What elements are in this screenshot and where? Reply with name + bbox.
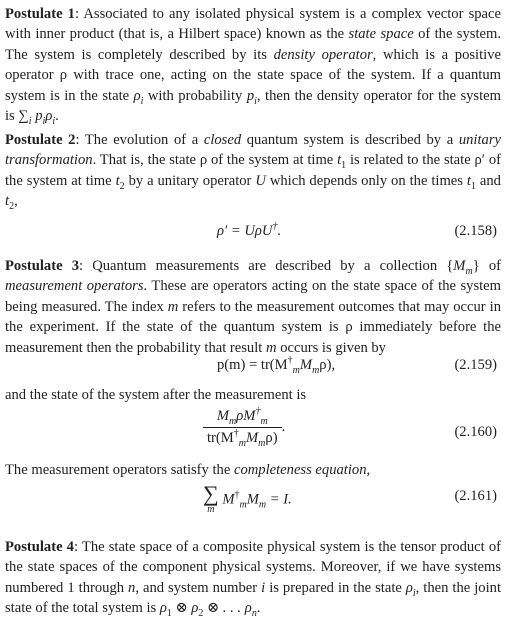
text: and bbox=[475, 172, 501, 189]
math: p bbox=[246, 87, 255, 104]
summation bbox=[203, 481, 219, 516]
equation-2-160 bbox=[5, 408, 501, 462]
math: . bbox=[281, 418, 286, 435]
dagger: † bbox=[287, 355, 293, 367]
emphasis-unitary-transformation: unitary transformation bbox=[5, 132, 501, 169]
math-sub: i bbox=[140, 95, 144, 107]
math: ρ bbox=[159, 600, 167, 617]
text: which depends only on the times bbox=[265, 172, 467, 189]
equation-2-159-body bbox=[217, 357, 335, 374]
emphasis-density-operator: density operator bbox=[273, 46, 373, 63]
math-sub: m bbox=[260, 415, 268, 427]
emphasis-closed: closed bbox=[203, 132, 242, 148]
text: . bbox=[256, 600, 261, 617]
postulate-2-label: Postulate 2 bbox=[5, 132, 76, 148]
math: M bbox=[222, 491, 235, 508]
text: is related to the state ρ′ of the system at time bbox=[5, 152, 501, 189]
equation-2-159 bbox=[5, 357, 501, 381]
math: ⊗ . . . ρ bbox=[203, 600, 252, 617]
fraction bbox=[203, 408, 282, 447]
text: : The state space of a composite physical system is the tensor product of the state spaces of the component physical systems. Moreover, if we have systems numbered 1 through bbox=[5, 539, 501, 596]
equation-number: (2.158) bbox=[454, 223, 497, 239]
math-sub: i bbox=[254, 95, 257, 107]
postulate-3-paragraph bbox=[5, 256, 501, 358]
equation-2-160-body bbox=[203, 408, 285, 447]
math-sub: 2 bbox=[198, 608, 204, 620]
math: ρ bbox=[405, 579, 413, 596]
math: M bbox=[299, 357, 313, 373]
text: . These are operators acting on the state space of the system being measured. The index bbox=[5, 278, 502, 315]
math-sub: m bbox=[238, 437, 246, 449]
math-sub: n bbox=[251, 608, 257, 620]
math-sum: ∑ bbox=[18, 108, 29, 125]
text: . bbox=[55, 108, 59, 125]
text: occurs is given by bbox=[276, 339, 386, 356]
math-sub: i bbox=[52, 115, 56, 127]
equation-number: (2.160) bbox=[454, 424, 497, 440]
math: m bbox=[266, 339, 277, 356]
equation-2-158 bbox=[5, 223, 501, 247]
math: i bbox=[261, 579, 266, 596]
text: } of bbox=[472, 258, 502, 274]
dagger: † bbox=[272, 221, 278, 233]
text: refers to the measurement outcomes that may occur in the experiment. If the state of the quantum system is ρ immediately before the measurement then the probability that result bbox=[5, 298, 501, 356]
fraction-numerator bbox=[203, 408, 282, 428]
postulate-2-paragraph bbox=[5, 130, 501, 212]
postulate-1-paragraph bbox=[5, 4, 501, 126]
text: . That is, the state ρ of the system at time bbox=[92, 152, 338, 169]
text: , bbox=[366, 462, 371, 478]
text: quantum system is described by a bbox=[241, 132, 459, 148]
postulate-4-label: Postulate 4 bbox=[5, 539, 74, 555]
fraction-denominator bbox=[203, 428, 282, 447]
math: ρ bbox=[133, 87, 141, 104]
emphasis-state-space: state space bbox=[348, 26, 414, 43]
text: with probability bbox=[143, 87, 247, 104]
math: ⊗ ρ bbox=[171, 600, 199, 617]
math: ρ) bbox=[265, 430, 278, 446]
math-sub: m bbox=[258, 437, 266, 449]
math-sub: 1 bbox=[341, 160, 347, 172]
text: , and system number bbox=[135, 579, 262, 596]
math: M bbox=[453, 258, 466, 274]
dagger: † bbox=[255, 406, 261, 418]
math: M bbox=[216, 408, 230, 424]
math: ρ bbox=[45, 108, 53, 125]
math-sub: i bbox=[28, 115, 32, 127]
math: tr(M bbox=[207, 430, 234, 446]
dagger: † bbox=[233, 428, 239, 440]
text: : The evolution of a bbox=[75, 132, 204, 148]
equation-number: (2.159) bbox=[454, 357, 497, 373]
math: ρ), bbox=[319, 357, 336, 373]
sum-index: m bbox=[207, 504, 215, 515]
emphasis-completeness-equation: completeness equation bbox=[233, 462, 367, 478]
math: n bbox=[128, 579, 136, 596]
math-sub: m bbox=[258, 499, 267, 511]
math-sub: 2 bbox=[9, 201, 15, 213]
math-sub: 2 bbox=[119, 180, 125, 192]
math: . bbox=[277, 223, 282, 239]
text: , then the joint state of the total system is bbox=[5, 579, 501, 617]
equation-number: (2.161) bbox=[454, 488, 497, 504]
math-sub: 1 bbox=[166, 608, 172, 620]
text: The measurement operators satisfy the bbox=[5, 462, 234, 478]
equation-2-161 bbox=[5, 481, 501, 528]
math: m bbox=[167, 298, 179, 315]
text: is prepared in the state bbox=[265, 579, 406, 596]
math: p bbox=[31, 108, 43, 125]
text: : Associated to any isolated physical system is a complex vector space with inner product (that is, a Hilbert space) known as the bbox=[5, 6, 501, 43]
dagger: † bbox=[234, 489, 240, 501]
math: = I. bbox=[266, 491, 292, 508]
math: U bbox=[255, 172, 266, 189]
math: t bbox=[115, 172, 120, 189]
math: ρM bbox=[236, 408, 256, 424]
math-sub: 1 bbox=[470, 180, 476, 192]
postulate-4-paragraph bbox=[5, 537, 501, 619]
postulate-3-label: Postulate 3 bbox=[5, 258, 79, 274]
text: , then the density operator for the system is bbox=[5, 87, 501, 125]
text: of the system. The system is completely described by its bbox=[5, 26, 501, 63]
math: M bbox=[246, 430, 259, 446]
math-sub: m bbox=[292, 364, 300, 376]
math: t bbox=[466, 172, 471, 189]
math: t bbox=[5, 193, 10, 210]
equation-2-158-body bbox=[217, 223, 281, 240]
text: : Quantum measurements are described by a collection { bbox=[79, 258, 454, 274]
emphasis-measurement-operators: measurement operators bbox=[5, 278, 144, 295]
math: p(m) = tr(M bbox=[217, 357, 288, 373]
text: , which is a positive operator ρ with trace one, acting on the state space of the system. If a quantum system is in the state bbox=[5, 46, 501, 104]
math-sub: i bbox=[42, 115, 46, 127]
postulate-1-label: Postulate 1 bbox=[5, 6, 75, 22]
math-sub: m bbox=[465, 265, 473, 277]
math-sub: i bbox=[412, 587, 416, 599]
math: M bbox=[246, 491, 259, 508]
math: t bbox=[337, 152, 342, 169]
math-sub: m bbox=[239, 499, 247, 511]
math-sub: m bbox=[312, 364, 320, 376]
paragraph-post-measurement: and the state of the system after the measurement is bbox=[5, 387, 307, 403]
text: by a unitary operator bbox=[124, 172, 256, 189]
sum-symbol: ∑ bbox=[203, 481, 219, 506]
text: , bbox=[14, 193, 18, 210]
paragraph-completeness bbox=[5, 460, 501, 480]
math-sub: m bbox=[229, 415, 237, 427]
math: ρ′ = UρU bbox=[217, 223, 273, 239]
equation-2-161-body bbox=[203, 481, 292, 516]
